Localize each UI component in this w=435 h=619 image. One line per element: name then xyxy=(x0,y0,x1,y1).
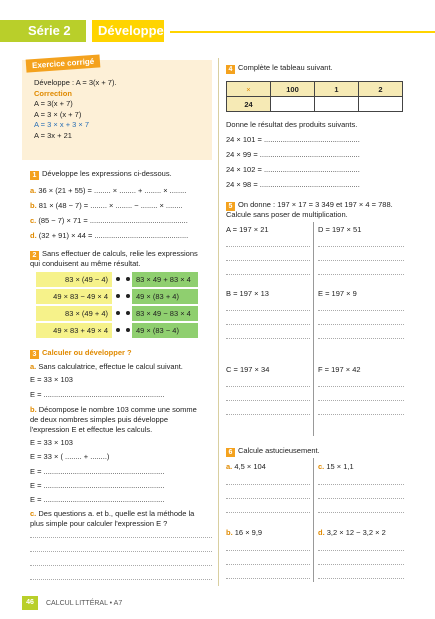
ex5-column-divider xyxy=(313,222,314,436)
ex3-c-answer-line-3[interactable] xyxy=(30,565,212,566)
ex3-b-answer-2[interactable]: E = .......................................................... xyxy=(30,481,165,490)
ex3-a-text: Sans calculatrice, effectue le calcul suivant. xyxy=(38,362,183,371)
table-head-1: 1 xyxy=(315,82,359,97)
ex1-item-c xyxy=(30,216,188,225)
ex6-d-line-3[interactable] xyxy=(318,578,404,579)
match-left-dot-1[interactable] xyxy=(116,277,120,281)
serie-label: Série 2 xyxy=(0,20,86,42)
ex5-b-line-2[interactable] xyxy=(226,324,310,325)
ex6-cell-a xyxy=(226,462,266,471)
ex3-c-line1-text: Des questions a. et b., quelle est la méthode la xyxy=(38,509,195,518)
ex6-d-line-2[interactable] xyxy=(318,564,404,565)
table-cell-2[interactable] xyxy=(359,97,403,112)
match-left-dot-4[interactable] xyxy=(116,328,120,332)
match-left-dot-3[interactable] xyxy=(116,311,120,315)
ex5-b-line-3[interactable] xyxy=(226,338,310,339)
page-number: 46 xyxy=(22,596,38,610)
ex3-c-answer-line-1[interactable] xyxy=(30,537,212,538)
ex5-title-text: On donne : 197 × 17 = 3 349 et 197 × 4 = 788. xyxy=(238,200,393,209)
correction-line-3: A = 3 × x + 3 × 7 xyxy=(34,120,90,129)
match-right-dot-3[interactable] xyxy=(126,311,130,315)
header-separator xyxy=(86,22,88,40)
ex6-b-line-2[interactable] xyxy=(226,564,310,565)
ex2-title-line1: Sans effectuer de calculs, relie les expressions xyxy=(42,249,198,258)
match-right-dot-2[interactable] xyxy=(126,294,130,298)
ex1-item-d-label: d. xyxy=(30,231,37,240)
ex6-a-line-2[interactable] xyxy=(226,498,310,499)
ex5-c-line-3[interactable] xyxy=(226,414,310,415)
ex3-e-expr: E = 33 × 103 xyxy=(30,375,73,384)
match-right-dot-4[interactable] xyxy=(126,328,130,332)
ex6-c-line-3[interactable] xyxy=(318,512,404,513)
ex5-cell-c: C = 197 × 34 xyxy=(226,365,270,374)
ex4-title-text: Complète le tableau suivant. xyxy=(238,63,333,72)
multiplication-table xyxy=(226,81,403,112)
correction-line-4: A = 3x + 21 xyxy=(34,130,72,140)
ex6-d-expr: 3,2 × 12 − 3,2 × 2 xyxy=(326,528,386,537)
ex5-d-line-2[interactable] xyxy=(318,260,404,261)
match-left-3: 83 × (49 + 4) xyxy=(36,306,112,321)
ex3-a-label: a. xyxy=(30,362,37,371)
ex4-product-2[interactable]: 24 × 99 = ................................................ xyxy=(226,150,360,159)
ex6-title xyxy=(226,446,320,457)
ex3-c-line2: plus simple pour calculer l'expression E ? xyxy=(30,519,168,528)
ex2-number: 2 xyxy=(30,251,39,260)
correction-line-2: A = 3 × (x + 7) xyxy=(34,109,82,119)
ex5-cell-b: B = 197 × 13 xyxy=(226,289,269,298)
ex6-column-divider xyxy=(313,458,314,582)
ex6-cell-b xyxy=(226,528,262,537)
ex3-b-line3: l'expression E et effectue les calculs. xyxy=(30,425,153,434)
ex6-cell-c xyxy=(318,462,354,471)
correction-title: Correction xyxy=(34,88,72,98)
match-right-3: 83 × 49 − 83 × 4 xyxy=(132,306,198,321)
ex3-b-decomp[interactable]: E = 33 × ( ........ + ........) xyxy=(30,452,110,461)
ex5-a-line-2[interactable] xyxy=(226,260,310,261)
ex6-cell-d xyxy=(318,528,386,537)
ex6-number: 6 xyxy=(226,448,235,457)
ex1-title xyxy=(30,169,172,180)
ex6-a-line-3[interactable] xyxy=(226,512,310,513)
corrected-exercise-box xyxy=(22,56,212,160)
match-right-dot-1[interactable] xyxy=(126,277,130,281)
ex1-item-d-text: (32 + 91) × 44 = ............................................. xyxy=(38,231,189,240)
match-left-dot-2[interactable] xyxy=(116,294,120,298)
match-right-1: 83 × 49 + 83 × 4 xyxy=(132,272,198,287)
ex5-a-line-3[interactable] xyxy=(226,274,310,275)
chapter-title: Développer xyxy=(92,20,164,42)
correction-line-1: A = 3(x + 7) xyxy=(34,99,73,108)
column-divider xyxy=(218,58,219,586)
ex4-product-4[interactable]: 24 × 98 = ................................................ xyxy=(226,180,360,189)
ex3-b-line1 xyxy=(30,405,197,414)
match-right-4: 49 × (83 − 4) xyxy=(132,323,198,338)
ex5-number: 5 xyxy=(226,202,235,211)
ex3-title-text: Calculer ou développer ? xyxy=(42,348,132,357)
ex4-product-3[interactable]: 24 × 102 = .............................................. xyxy=(226,165,360,174)
table-head-100: 100 xyxy=(271,82,315,97)
ex6-b-expr: 16 × 9,9 xyxy=(234,528,263,537)
ex4-number: 4 xyxy=(226,65,235,74)
ex6-a-line-1[interactable] xyxy=(226,484,310,485)
match-left-2: 49 × 83 − 49 × 4 xyxy=(36,289,112,304)
page-header xyxy=(0,20,435,42)
ex1-item-b-text: 81 × (48 − 7) = ........ × ........ − ........ × ........ xyxy=(38,201,183,210)
ex5-e-line-2[interactable] xyxy=(318,324,404,325)
ex5-cell-a: A = 197 × 21 xyxy=(226,225,269,234)
ex5-f-line-3[interactable] xyxy=(318,414,404,415)
ex5-cell-f: F = 197 × 42 xyxy=(318,365,361,374)
ex6-c-expr: 15 × 1,1 xyxy=(326,462,354,471)
ex3-c-answer-line-2[interactable] xyxy=(30,551,212,552)
ex5-cell-d: D = 197 × 51 xyxy=(318,225,362,234)
ex4-product-1[interactable]: 24 × 101 = .............................................. xyxy=(226,135,360,144)
ex5-d-line-1[interactable] xyxy=(318,246,404,247)
table-cell-1[interactable] xyxy=(315,97,359,112)
ex6-a-expr: 4,5 × 104 xyxy=(234,462,266,471)
ex3-e-answer[interactable]: E = .......................................................... xyxy=(30,390,165,399)
ex5-b-line-1[interactable] xyxy=(226,310,310,311)
table-cell-100[interactable] xyxy=(271,97,315,112)
ex6-title-text: Calcule astucieusement. xyxy=(238,446,320,455)
ex5-c-line-2[interactable] xyxy=(226,400,310,401)
ex5-c-line-1[interactable] xyxy=(226,386,310,387)
ex5-e-line-3[interactable] xyxy=(318,338,404,339)
ex1-number: 1 xyxy=(30,171,39,180)
ex3-b-answer-3[interactable]: E = .......................................................... xyxy=(30,495,165,504)
ex6-b-line-1[interactable] xyxy=(226,550,310,551)
ex5-a-line-1[interactable] xyxy=(226,246,310,247)
table-head-times: × xyxy=(227,82,271,97)
match-left-1: 83 × (49 − 4) xyxy=(36,272,112,287)
ex5-subtitle: Calcule sans poser de multiplication. xyxy=(226,210,348,219)
ex2-title-line2: qui conduisent au même résultat. xyxy=(30,259,141,268)
corrected-exercise-body xyxy=(34,78,117,141)
ex6-d-label: d. xyxy=(318,528,325,537)
ex5-e-line-1[interactable] xyxy=(318,310,404,311)
ex4-products-title: Donne le résultat des produits suivants. xyxy=(226,120,358,129)
match-right-2: 49 × (83 + 4) xyxy=(132,289,198,304)
ex3-b-answer-1[interactable]: E = .......................................................... xyxy=(30,467,165,476)
ex5-d-line-3[interactable] xyxy=(318,274,404,275)
table-row-label: 24 xyxy=(227,97,271,112)
ex5-f-line-1[interactable] xyxy=(318,386,404,387)
ex3-a xyxy=(30,362,183,371)
ex3-title xyxy=(30,348,132,359)
header-rule xyxy=(170,31,435,33)
ex1-title-text: Développe les expressions ci-dessous. xyxy=(42,169,172,178)
ex6-b-label: b. xyxy=(226,528,233,537)
ex5-f-line-2[interactable] xyxy=(318,400,404,401)
ex1-item-a xyxy=(30,186,186,195)
table-head-2: 2 xyxy=(359,82,403,97)
match-left-4: 49 × 83 + 49 × 4 xyxy=(36,323,112,338)
corrected-statement: Développe : A = 3(x + 7). xyxy=(34,78,117,87)
corrected-exercise-tag: Exercice corrigé xyxy=(26,54,101,72)
ex3-b-label: b. xyxy=(30,405,37,414)
footer-chapter: CALCUL LITTÉRAL • A7 xyxy=(46,600,123,607)
ex5-cell-e: E = 197 × 9 xyxy=(318,289,357,298)
ex3-c-label: c. xyxy=(30,509,37,518)
ex6-a-label: a. xyxy=(226,462,233,471)
ex3-c-answer-line-4[interactable] xyxy=(30,579,212,580)
ex4-title xyxy=(226,63,333,74)
ex3-b-expr: E = 33 × 103 xyxy=(30,438,73,447)
ex6-c-line-2[interactable] xyxy=(318,498,404,499)
ex3-b-line2: de deux nombres simples puis développe xyxy=(30,415,168,424)
ex1-item-c-text: (85 − 7) × 71 = ............................................... xyxy=(38,216,188,225)
ex1-item-b-label: b. xyxy=(30,201,37,210)
ex6-d-line-1[interactable] xyxy=(318,550,404,551)
ex3-number: 3 xyxy=(30,350,39,359)
ex6-b-line-3[interactable] xyxy=(226,578,310,579)
ex1-item-c-label: c. xyxy=(30,216,37,225)
ex1-item-d xyxy=(30,231,188,240)
ex3-b-line1-text: Décompose le nombre 103 comme une somme xyxy=(38,405,197,414)
ex1-item-a-label: a. xyxy=(30,186,37,195)
ex6-c-line-1[interactable] xyxy=(318,484,404,485)
ex1-item-a-text: 36 × (21 + 55) = ........ × ........ + ........ × ........ xyxy=(38,186,187,195)
ex1-item-b xyxy=(30,201,183,210)
ex3-c-line1 xyxy=(30,509,194,518)
ex6-c-label: c. xyxy=(318,462,325,471)
